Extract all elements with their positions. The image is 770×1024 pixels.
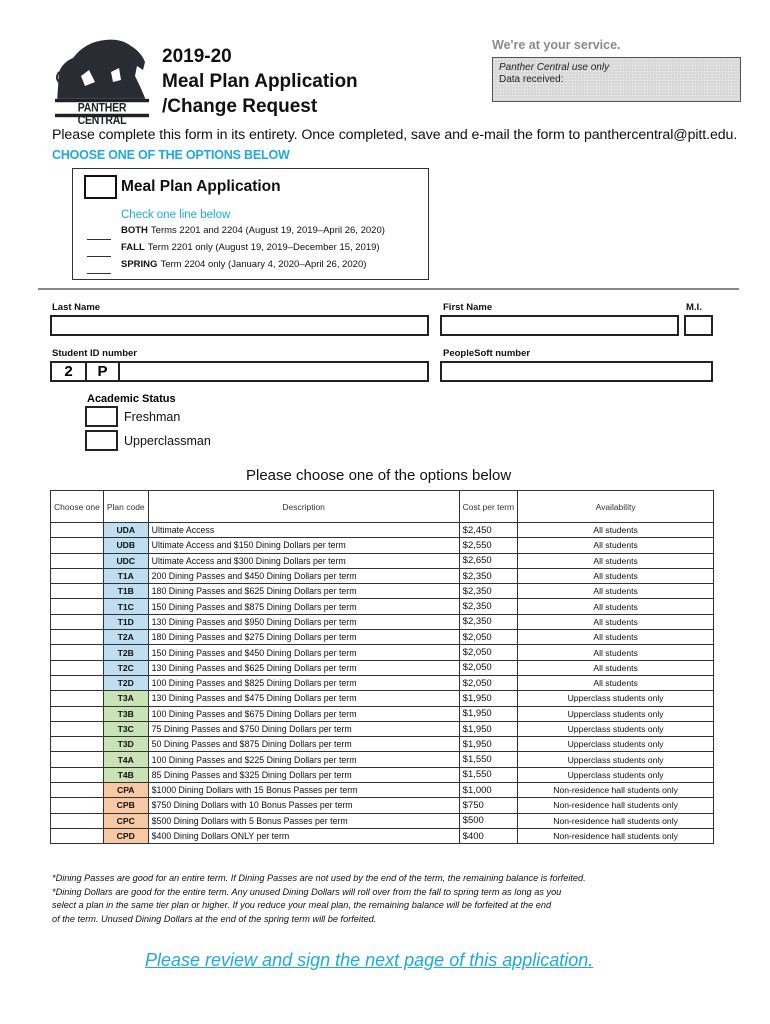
description-cell: Ultimate Access	[148, 523, 459, 538]
choose-one-cell[interactable]	[51, 568, 104, 583]
table-row	[51, 721, 714, 736]
logo-text: PANTHER CENTRAL	[55, 99, 149, 117]
footnote-line: of the term. Unused Dining Dollars at the end of the spring term will be forfeited.	[52, 913, 377, 924]
description-cell: 150 Dining Passes and $450 Dining Dollars per term	[148, 645, 459, 660]
availability-cell: All students	[518, 630, 714, 645]
description-cell: 130 Dining Passes and $475 Dining Dollars per term	[148, 691, 459, 706]
availability-cell: Upperclass students only	[518, 691, 714, 706]
table-row	[51, 645, 714, 660]
cost-cell: $2,350	[459, 599, 518, 614]
student-id-prefix-2: 2	[52, 363, 87, 380]
last-name-field[interactable]	[50, 315, 429, 336]
availability-cell: Upperclass students only	[518, 767, 714, 782]
availability-cell: Upperclass students only	[518, 752, 714, 767]
availability-cell: Non-residence hall students only	[518, 798, 714, 813]
choose-one-cell[interactable]	[51, 828, 104, 843]
col-description: Description	[148, 491, 459, 523]
term-option-text: Terms 2201 and 2204 (August 19, 2019–April 26, 2020)	[150, 225, 385, 236]
table-row	[51, 614, 714, 629]
term-option-spring	[87, 259, 366, 270]
plans-heading: Please choose one of the options below	[246, 467, 512, 484]
data-received-label: Data received:	[499, 74, 564, 85]
footnotes	[52, 872, 586, 926]
table-row	[51, 828, 714, 843]
meal-plan-application-checkbox[interactable]	[84, 175, 117, 199]
choose-one-cell[interactable]	[51, 752, 104, 767]
plan-code-cell: T4A	[103, 752, 148, 767]
plan-code-cell: UDC	[103, 553, 148, 568]
col-choose: Choose one	[51, 491, 104, 523]
plan-code-cell: T4B	[103, 767, 148, 782]
plan-code-cell: CPB	[103, 798, 148, 813]
col-cost: Cost per term	[459, 491, 518, 523]
choose-one-cell[interactable]	[51, 645, 104, 660]
choose-one-cell[interactable]	[51, 767, 104, 782]
plan-code-cell: T3C	[103, 721, 148, 736]
cost-cell: $2,650	[459, 553, 518, 568]
freshman-label: Freshman	[124, 410, 181, 424]
availability-cell: All students	[518, 553, 714, 568]
instruction-text: Please complete this form in its entirety. Once completed, save and e-mail the form to panthercentral@pitt.edu.	[52, 127, 738, 143]
table-row	[51, 813, 714, 828]
table-row	[51, 706, 714, 721]
peoplesoft-label: PeopleSoft number	[443, 348, 531, 359]
term-option-bold: BOTH	[121, 225, 148, 236]
availability-cell: All students	[518, 645, 714, 660]
table-row	[51, 752, 714, 767]
choose-one-cell[interactable]	[51, 523, 104, 538]
choose-one-cell[interactable]	[51, 553, 104, 568]
description-cell: 50 Dining Passes and $875 Dining Dollars per term	[148, 737, 459, 752]
choose-one-cell[interactable]	[51, 737, 104, 752]
term-option-blank[interactable]	[87, 273, 111, 274]
cost-cell: $1,550	[459, 767, 518, 782]
choose-one-cell[interactable]	[51, 798, 104, 813]
description-cell: Ultimate Access and $300 Dining Dollars per term	[148, 553, 459, 568]
plan-code-cell: T2A	[103, 630, 148, 645]
term-option-fall	[87, 242, 380, 253]
availability-cell: All students	[518, 599, 714, 614]
table-row	[51, 584, 714, 599]
term-option-both	[87, 225, 385, 236]
table-header-row	[51, 491, 714, 523]
availability-cell: Non-residence hall students only	[518, 828, 714, 843]
plan-code-cell: T3B	[103, 706, 148, 721]
description-cell: $750 Dining Dollars with 10 Bonus Passes per term	[148, 798, 459, 813]
student-id-label: Student ID number	[52, 348, 137, 359]
plan-code-cell: T2B	[103, 645, 148, 660]
title-sub: /Change Request	[162, 96, 318, 117]
table-row	[51, 691, 714, 706]
cost-cell: $1,550	[459, 752, 518, 767]
availability-cell: Upperclass students only	[518, 721, 714, 736]
tagline: We're at your service.	[492, 38, 621, 52]
choose-one-cell[interactable]	[51, 675, 104, 690]
cost-cell: $2,450	[459, 523, 518, 538]
description-cell: 180 Dining Passes and $275 Dining Dollars per term	[148, 630, 459, 645]
title-main: Meal Plan Application	[162, 71, 358, 92]
choose-one-cell[interactable]	[51, 783, 104, 798]
description-cell: 130 Dining Passes and $950 Dining Dollars per term	[148, 614, 459, 629]
term-option-text: Term 2204 only (January 4, 2020–April 26, 2020)	[160, 259, 367, 270]
footnote-line: select a plan in the same tier plan or higher. If you reduce your meal plan, the remaining balance will be forfeited at the end	[52, 900, 552, 910]
page-title	[162, 44, 358, 119]
table-row	[51, 798, 714, 813]
peoplesoft-field[interactable]	[440, 361, 713, 382]
cost-cell: $1,950	[459, 721, 518, 736]
availability-cell: All students	[518, 675, 714, 690]
plan-code-cell: UDB	[103, 538, 148, 553]
plan-code-cell: T1B	[103, 584, 148, 599]
plan-code-cell: T2C	[103, 660, 148, 675]
table-row	[51, 737, 714, 752]
description-cell: 100 Dining Passes and $225 Dining Dollars per term	[148, 752, 459, 767]
table-row	[51, 675, 714, 690]
term-option-bold: FALL	[121, 242, 145, 253]
availability-cell: All students	[518, 614, 714, 629]
cost-cell: $2,350	[459, 568, 518, 583]
plan-code-cell: T1A	[103, 568, 148, 583]
choose-one-cell[interactable]	[51, 614, 104, 629]
description-cell: 150 Dining Passes and $875 Dining Dollars per term	[148, 599, 459, 614]
cost-cell: $2,050	[459, 675, 518, 690]
plan-code-cell: T3D	[103, 737, 148, 752]
upperclassman-label: Upperclassman	[124, 434, 211, 448]
title-year: 2019-20	[162, 46, 232, 67]
availability-cell: Non-residence hall students only	[518, 783, 714, 798]
availability-cell: Upperclass students only	[518, 737, 714, 752]
section-divider	[38, 288, 739, 290]
mi-label: M.I.	[686, 302, 702, 313]
cost-cell: $1,950	[459, 691, 518, 706]
term-option-blank[interactable]	[87, 256, 111, 257]
meal-plan-application-title: Meal Plan Application	[121, 178, 281, 195]
availability-cell: All students	[518, 584, 714, 599]
availability-cell: Non-residence hall students only	[518, 813, 714, 828]
choose-one-cell[interactable]	[51, 706, 104, 721]
choose-one-cell[interactable]	[51, 584, 104, 599]
first-name-label: First Name	[443, 302, 493, 313]
first-name-field[interactable]	[440, 315, 679, 336]
description-cell: $400 Dining Dollars ONLY per term	[148, 828, 459, 843]
cost-cell: $1,950	[459, 737, 518, 752]
availability-cell: All students	[518, 538, 714, 553]
office-use-box	[492, 57, 741, 102]
description-cell: Ultimate Access and $150 Dining Dollars per term	[148, 538, 459, 553]
upperclassman-checkbox[interactable]	[85, 430, 118, 451]
table-row	[51, 783, 714, 798]
term-option-text: Term 2201 only (August 19, 2019–December 15, 2019)	[147, 242, 380, 253]
choose-one-cell[interactable]	[51, 721, 104, 736]
table-row	[51, 630, 714, 645]
last-name-label: Last Name	[52, 302, 101, 313]
cost-cell: $2,350	[459, 614, 518, 629]
description-cell: 100 Dining Passes and $825 Dining Dollars per term	[148, 675, 459, 690]
availability-cell: Upperclass students only	[518, 706, 714, 721]
description-cell: 200 Dining Passes and $450 Dining Dollars per term	[148, 568, 459, 583]
table-row	[51, 767, 714, 782]
cost-cell: $2,050	[459, 660, 518, 675]
availability-cell: All students	[518, 660, 714, 675]
meal-plans-table	[50, 490, 714, 844]
plan-code-cell: T2D	[103, 675, 148, 690]
freshman-checkbox[interactable]	[85, 406, 118, 427]
description-cell: 180 Dining Passes and $625 Dining Dollars per term	[148, 584, 459, 599]
plan-code-cell: CPA	[103, 783, 148, 798]
cost-cell: $2,550	[459, 538, 518, 553]
cost-cell: $1,950	[459, 706, 518, 721]
choose-one-cell[interactable]	[51, 691, 104, 706]
choose-one-cell[interactable]	[51, 599, 104, 614]
plan-code-cell: CPD	[103, 828, 148, 843]
footnote-line: *Dining Passes are good for an entire term. If Dining Passes are not used by the end of the term, the remaining balance is forfeited.	[52, 873, 586, 883]
table-row	[51, 599, 714, 614]
choose-one-cell[interactable]	[51, 813, 104, 828]
table-row	[51, 568, 714, 583]
office-use-label: Panther Central use only	[499, 62, 610, 73]
mi-field[interactable]	[684, 315, 713, 336]
plan-code-cell: CPC	[103, 813, 148, 828]
description-cell: 100 Dining Passes and $675 Dining Dollars per term	[148, 706, 459, 721]
description-cell: 130 Dining Passes and $625 Dining Dollars per term	[148, 660, 459, 675]
plan-code-cell: UDA	[103, 523, 148, 538]
choose-heading: CHOOSE ONE OF THE OPTIONS BELOW	[52, 148, 290, 162]
plan-code-cell: T1D	[103, 614, 148, 629]
choose-one-cell[interactable]	[51, 630, 104, 645]
cost-cell: $750	[459, 798, 518, 813]
cost-cell: $400	[459, 828, 518, 843]
term-option-blank[interactable]	[87, 239, 111, 240]
availability-cell: All students	[518, 523, 714, 538]
cost-cell: $2,350	[459, 584, 518, 599]
description-cell: 75 Dining Passes and $750 Dining Dollars per term	[148, 721, 459, 736]
check-one-line-label: Check one line below	[121, 209, 231, 221]
footnote-line: *Dining Dollars are good for the entire term. Any unused Dining Dollars will roll over from the fall to spring term as long as you	[52, 886, 562, 897]
choose-one-cell[interactable]	[51, 538, 104, 553]
col-availability: Availability	[518, 491, 714, 523]
cost-cell: $500	[459, 813, 518, 828]
term-option-bold: SPRING	[121, 259, 158, 270]
table-row	[51, 538, 714, 553]
description-cell: 85 Dining Passes and $325 Dining Dollars per term	[148, 767, 459, 782]
description-cell: $500 Dining Dollars with 5 Bonus Passes per term	[148, 813, 459, 828]
cost-cell: $1,000	[459, 783, 518, 798]
cost-cell: $2,050	[459, 630, 518, 645]
availability-cell: All students	[518, 568, 714, 583]
academic-status-label: Academic Status	[87, 393, 176, 405]
plan-code-cell: T3A	[103, 691, 148, 706]
table-row	[51, 553, 714, 568]
student-id-field[interactable]	[50, 361, 429, 382]
review-next-page-link[interactable]: Please review and sign the next page of this application.	[145, 950, 594, 970]
description-cell: $1000 Dining Dollars with 15 Bonus Passes per term	[148, 783, 459, 798]
table-row	[51, 523, 714, 538]
plan-code-cell: T1C	[103, 599, 148, 614]
choose-one-cell[interactable]	[51, 660, 104, 675]
col-plan-code: Plan code	[103, 491, 148, 523]
table-row	[51, 660, 714, 675]
cost-cell: $2,050	[459, 645, 518, 660]
student-id-prefix-p: P	[87, 363, 120, 380]
